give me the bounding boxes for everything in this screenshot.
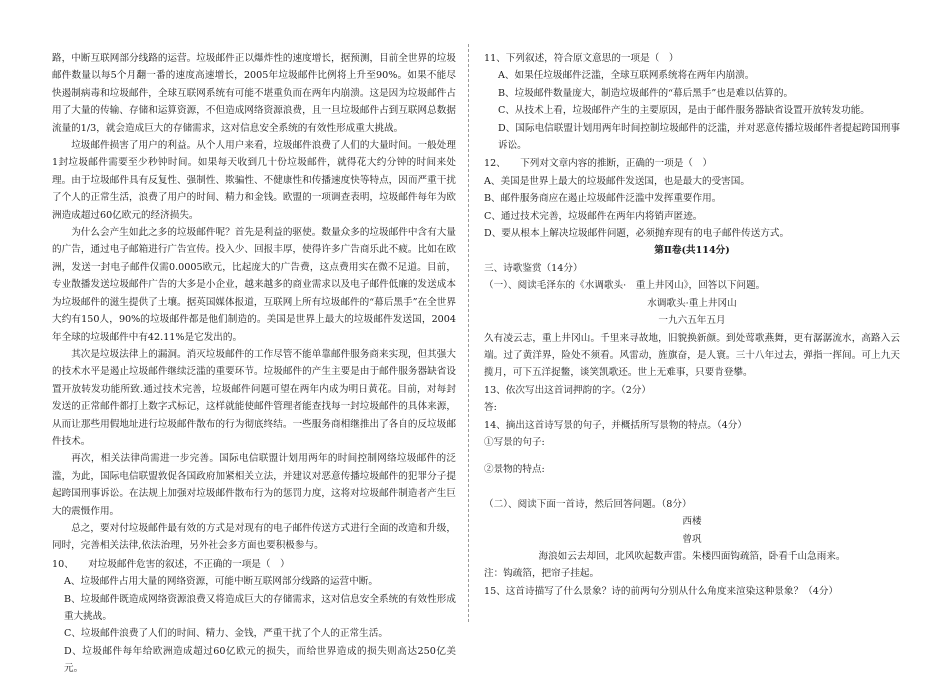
poem-1-intro: （一）、阅读毛泽东的《水调歌头· 重上井冈山》，回答以下问题。 bbox=[484, 280, 766, 292]
question-14-part-2: ②景物的特点: bbox=[484, 464, 545, 476]
question-11-option-d: D、国际电信联盟计划用两年时间控制垃圾邮件的泛滥，并对恶意传播垃圾邮件者提起跨国刑事诉讼。 bbox=[498, 122, 900, 152]
right-column bbox=[484, 50, 900, 600]
poem-2-text: 海浪如云去却回，北风吹起数声雷。朱楼四面钩疏箔，卧看千山急雨来。 bbox=[538, 550, 846, 562]
answer-space bbox=[484, 479, 900, 496]
column-divider bbox=[468, 44, 470, 622]
poem-1-title: 水调歌头·重上井冈山 bbox=[647, 297, 737, 309]
poem-1-text: 久有凌云志，重上井冈山。千里来寻故地，旧貌换新颜。到处莺歌燕舞，更有潺潺流水，高路入云端。过了黄洋界，险处不须看。风雷动，旌旗奋，是人寰。三十八年过去，弹指一挥间。可上九天揽月，可下五洋捉鳖，谈笑凯歌还。世上无难事，只要肯登攀。 bbox=[484, 332, 900, 379]
passage-paragraph: 再次，相关法律尚需进一步完善。国际电信联盟计划用两年的时间控制网络垃圾邮件的泛滥，为此，国际电信联盟敦促各国政府加紧相关立法，并建议对恶意传播垃圾邮件的犯罪分子提起跨国刑事诉讼。在法规上加强对垃圾邮件散布行为的惩罚力度，这将对垃圾邮件制造者产生巨大的震慑作用。 bbox=[52, 453, 456, 517]
question-12-option-d: D、要从根本上解决垃圾邮件问题，必须抛弃现有的电子邮件传送方式。 bbox=[484, 228, 790, 240]
section-2-title: 第Ⅱ卷(共114分) bbox=[654, 245, 730, 257]
passage-paragraph: 总之，要对付垃圾邮件最有效的方式是对现有的电子邮件传送方式进行全面的改造和升级，同时，完善相关法律,依法治理，另外社会多方面也要积极参与。 bbox=[52, 522, 456, 552]
question-12-stem: 12、 下列对文章内容的推断，正确的一项是（ ） bbox=[484, 158, 713, 170]
answer-space bbox=[484, 451, 900, 461]
passage-paragraph: 垃圾邮件损害了用户的利益。从个人用户来看，垃圾邮件浪费了人们的大量时间。一般处理1封垃圾邮件需要至少秒钟时间。如果每天收到几十份垃圾邮件，就得花大约分钟的时间来处理。由于垃圾邮件具有反复性、强制性、欺骗性、不健康性和传播速度快等特点，因而严重干扰了个人的正常生活，浪费了用户的时间、精力和金钱。欧盟的一项调查表明，垃圾邮件每年为欧洲造成超过60亿欧元的经济损失。 bbox=[52, 140, 456, 221]
question-11-option-b: B、垃圾邮件数量庞大，制造垃圾邮件的“幕后黑手”也是难以估算的。 bbox=[498, 87, 794, 99]
section-3-title: 三、诗歌鉴赏（14分） bbox=[484, 262, 583, 274]
question-14: 14、摘出这首诗写景的句子，并概括所写景物的特点。（4分） bbox=[484, 419, 747, 431]
passage-paragraph: 路，中断互联网部分线路的运营。垃圾邮件正以爆炸性的速度增长，据预测，目前全世界的垃圾邮件数量以每5个月翻一番的速度高速增长，2005年垃圾邮件比例将上升至90%。如果不能尽快遏制病毒和垃圾邮件，全球互联网系统有可能不堪重负而在两年内崩溃。这是因为垃圾邮件占用了大量的传输、存储和运算资源，不但造成网络资源浪费，且一旦垃圾邮件占到互联网总数据流量的1/3，就会造成巨大的存储需求，这对信息安全系统的有效性形成重大挑战。 bbox=[52, 53, 456, 134]
question-10-option-b: B、垃圾邮件既造成网络资源浪费又将造成巨大的存储需求，这对信息安全系统的有效性形成重大挑战。 bbox=[64, 593, 456, 622]
question-14-part-1: ①写景的句子: bbox=[484, 436, 545, 448]
poem-2-intro: （二）、阅读下面一首诗，然后回答问题。（8分） bbox=[484, 498, 692, 510]
question-11-option-a: A、如果任垃圾邮件泛滥，全球互联网系统将在两年内崩溃。 bbox=[498, 70, 755, 82]
question-10-option-d: D、垃圾邮件每年给欧洲造成超过60亿欧元的损失，而给世界造成的损失则高达250亿美元。 bbox=[64, 645, 456, 675]
answer-label: 答: bbox=[484, 402, 497, 414]
question-11-option-c: C、从技术上看，垃圾邮件产生的主要原因，是由于邮件服务器缺省设置开放转发功能。 bbox=[498, 105, 870, 117]
question-12-option-b: B、邮件服务商应在遏止垃圾邮件泛滥中发挥重要作用。 bbox=[484, 193, 722, 205]
poem-2-title: 西楼 bbox=[682, 516, 702, 528]
question-10-option-c: C、垃圾邮件浪费了人们的时间、精力、金钱，严重干扰了个人的正常生活。 bbox=[64, 628, 388, 640]
question-12-option-a: A、美国是世界上最大的垃圾邮件发送国，也是最大的受害国。 bbox=[484, 175, 750, 187]
poem-1-date: 一九六五年五月 bbox=[658, 315, 726, 327]
question-15: 15、这首诗描写了什么景象？诗的前两句分别从什么角度来渲染这种景象？（4分） bbox=[484, 585, 839, 597]
question-13: 13、依次写出这首词押韵的字。（2分） bbox=[484, 384, 652, 396]
poem-2-author: 曾巩 bbox=[682, 533, 702, 545]
question-11-stem: 11、下列叙述，符合原文意思的一项是（ ） bbox=[484, 53, 679, 64]
passage-paragraph: 其次是垃圾法律上的漏洞。消灭垃圾邮件的工作尽管不能单靠邮件服务商来实现，但其强大的技术水平是遏止垃圾邮件继续泛滥的重要环节。垃圾邮件的产生主要是由于邮件服务器缺省设置开放转发功能所致.通过技术完善，垃圾邮件问题可望在两年内成为明日黄花。目前，对每封发送的正常邮件都打上数字式标记，这样就能使邮件管理者能查找每一封垃圾邮件的具体来源，从而让那些用假地址进行垃圾邮件散布的行为彻底终结。一些服务商相继推出了各自的反垃圾邮件技术。 bbox=[52, 348, 456, 447]
question-10-option-a: A、垃圾邮件占用大量的网络资源，可能中断互联网部分线路的运营中断。 bbox=[64, 576, 378, 588]
passage-paragraph: 为什么会产生如此之多的垃圾邮件呢？首先是利益的驱使。数量众多的垃圾邮件中含有大量的广告，通过电子邮箱进行广告宣传。投入少、回报丰厚，使得许多广告商乐此不疲。比如在欧洲，发送一封电子邮件仅需0.0005欧元，比起庞大的广告费，这点费用实在微不足道。目前，专业散播发送垃圾邮件广告的大多是小企业，越来越多的商业需求以及电子邮件低廉的发送成本为垃圾邮件的滋生提供了土壤。据英国媒体报道，互联网上所有垃圾邮件的“幕后黑手”在全世界大约有150人，90%的垃圾邮件都是他们制造的。美国是世界上最大的垃圾邮件发送国，2004年全球的垃圾邮件中有42.11%是它发出的。 bbox=[52, 227, 456, 343]
question-10-stem: 10、 对垃圾邮件危害的叙述，不正确的一项是（ ） bbox=[52, 558, 290, 570]
poem-2-note: 注：钩疏箔，把帘子挂起。 bbox=[484, 568, 600, 580]
left-column bbox=[52, 50, 456, 678]
question-12-option-c: C、通过技术完善，垃圾邮件在两年内将销声匿迹。 bbox=[484, 210, 703, 222]
